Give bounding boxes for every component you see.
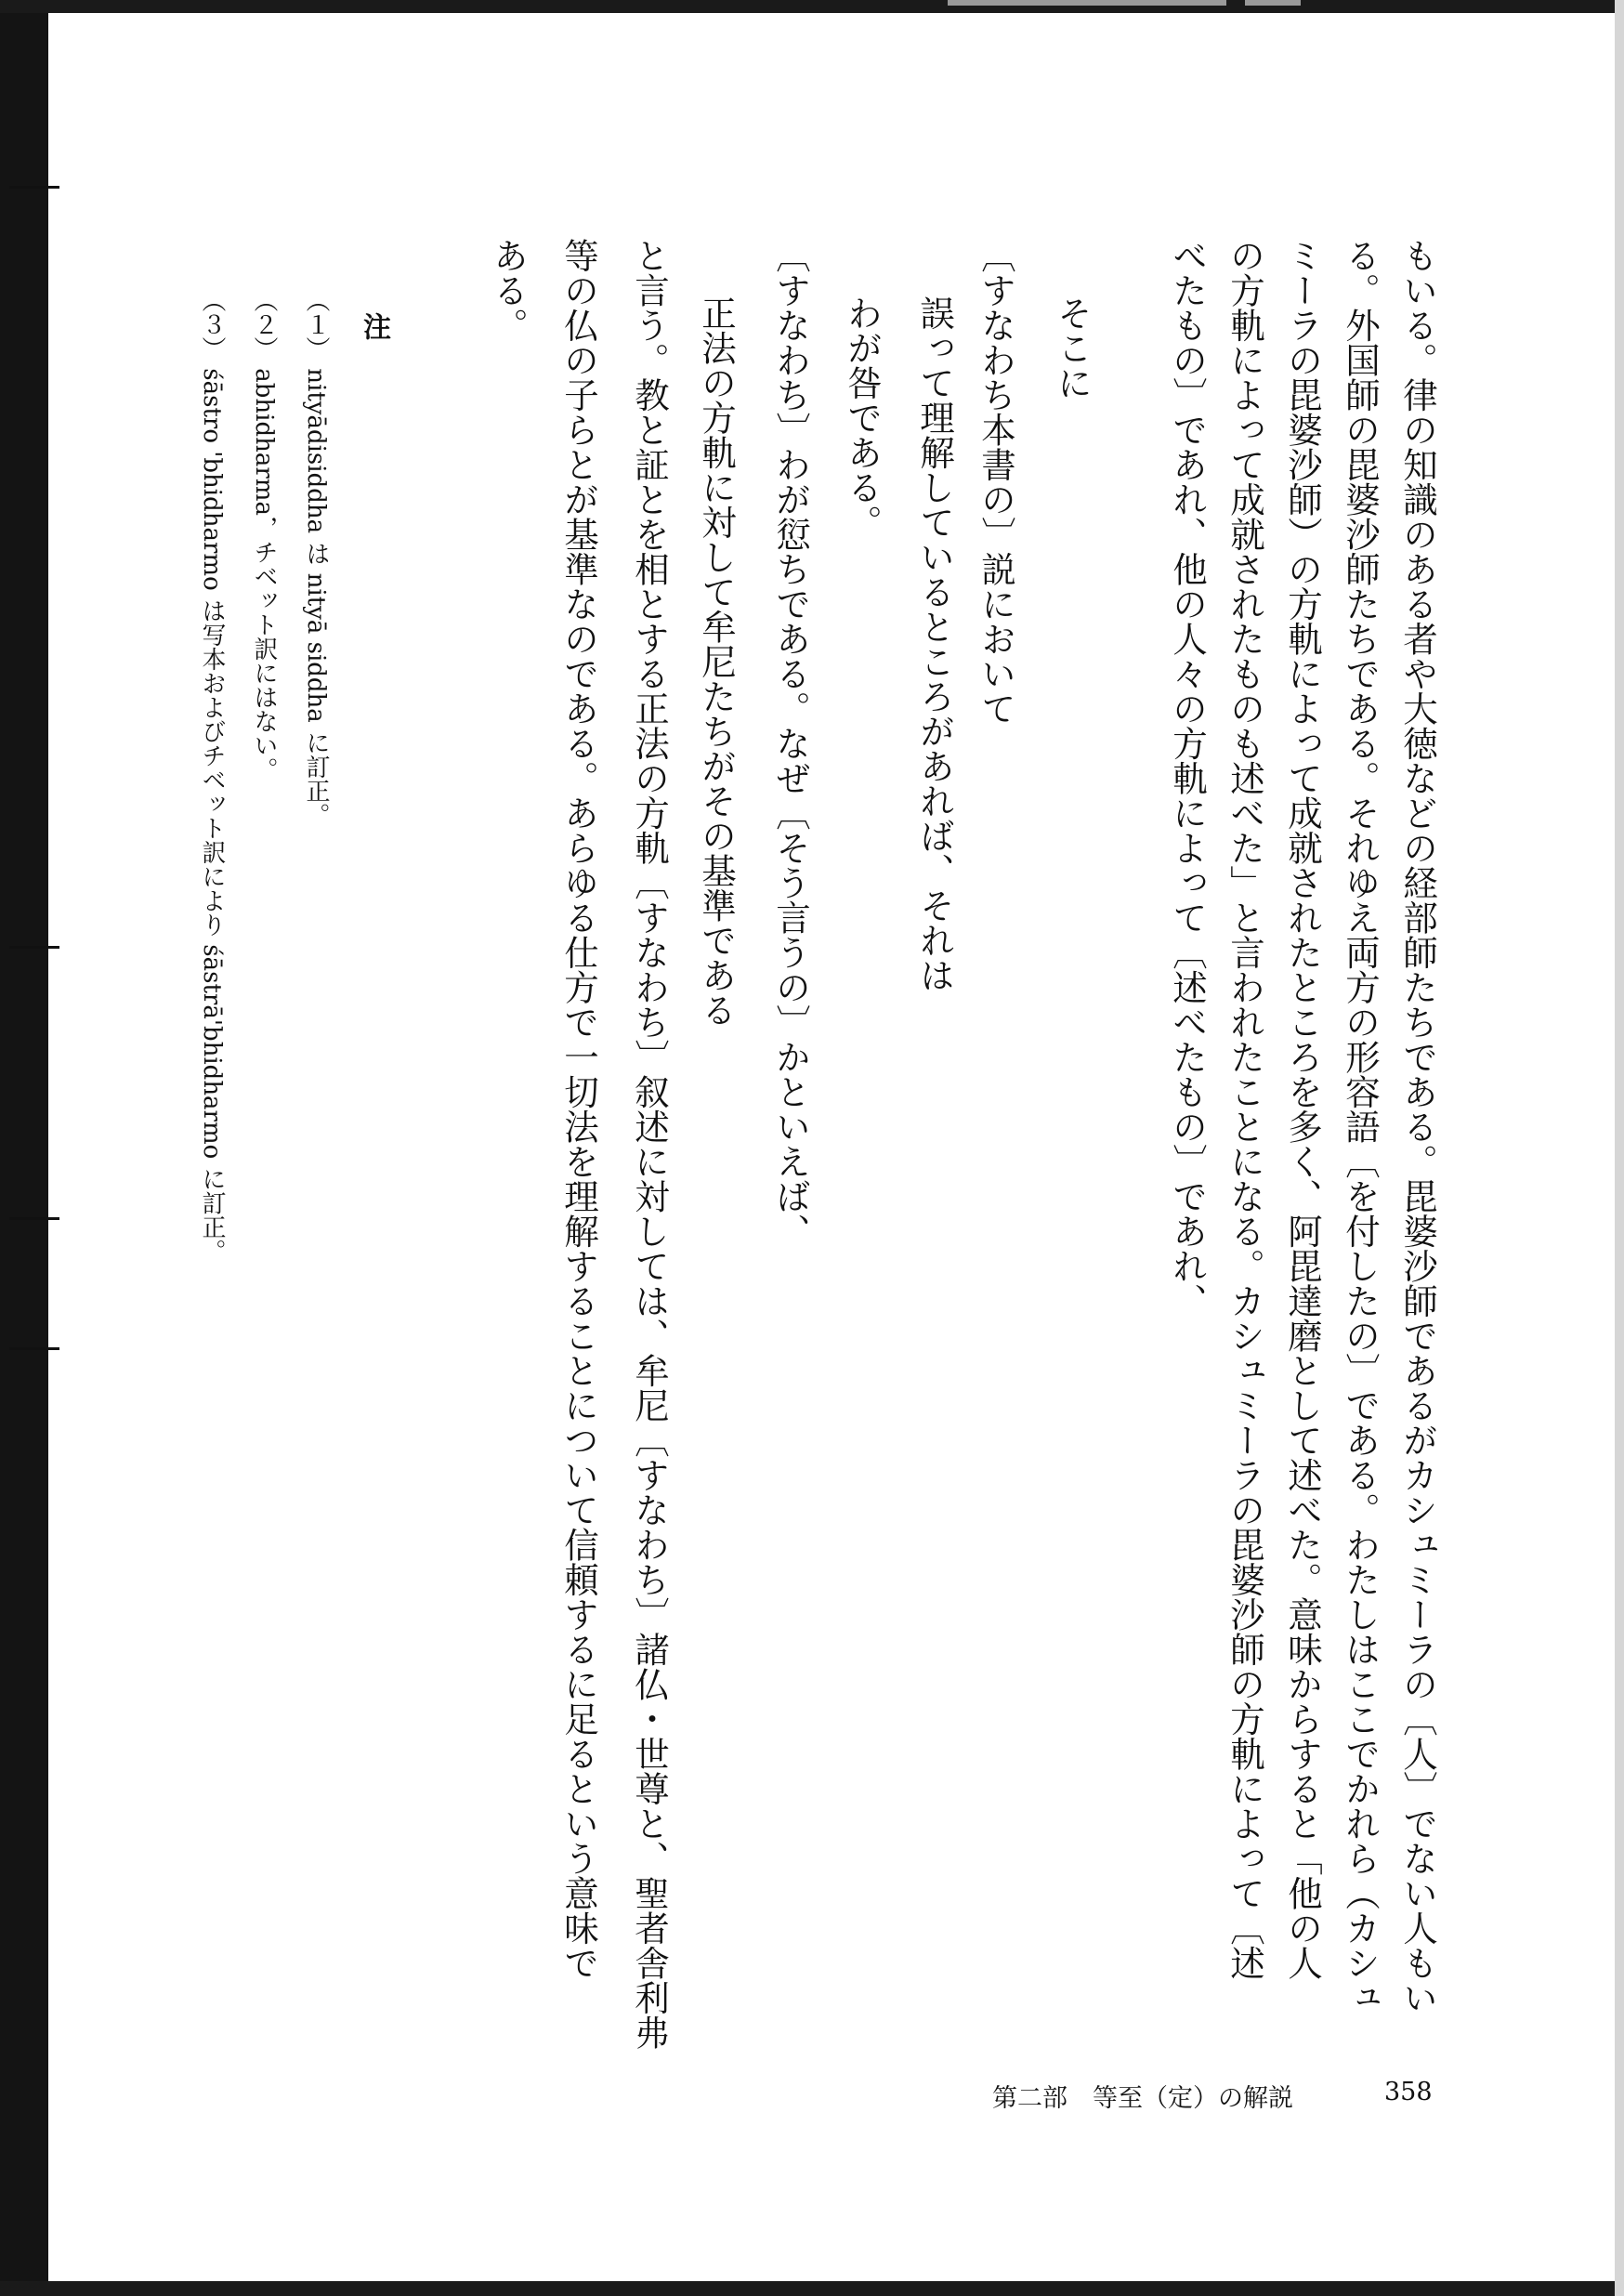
binding-mark [9, 186, 59, 189]
scan-mark [948, 0, 1226, 6]
body-column-1: もいる。律の知識のある者や大徳などの経部師たちである。毘婆沙師であるがカシュミーラの〔人〕でない人もい [1397, 238, 1438, 2015]
commentary-column-3: と言う。教と証とを相とする正法の方軌〔すなわち〕叙述に対しては、牟尼〔すなわち〕諸仏・世尊と、聖者舎利弗 [629, 238, 670, 2050]
body-column-4: の方軌によって成就されたものも述べた」と言われたことになる。カシュミーラの毘婆沙師の方軌によって〔述 [1225, 238, 1265, 1980]
body-column-2: る。外国師の毘婆沙師たちである。それゆえ両方の形容語〔を付したの〕である。わたしはここでかれら（カシュ [1340, 238, 1381, 2015]
scan-border-right [1615, 0, 1624, 2296]
binding-mark [9, 1217, 59, 1220]
note-2: （２） abhidharma，チベット訳にはない。 [250, 288, 278, 781]
note-1: （１） nityādisiddha は nityā siddha に訂正。 [302, 288, 330, 828]
commentary-column-2: 〔すなわち〕わが愆ちである。なぜ〔そう言うの〕かといえば、 [770, 238, 811, 1249]
notes-heading: 注 [358, 312, 390, 340]
binding-mark [9, 1347, 59, 1350]
scan-border-top [0, 0, 1624, 13]
commentary-column-5: ある。 [488, 238, 529, 343]
scan-border-bottom [0, 2281, 1624, 2296]
note-3: （３） śāstro 'bhidharmo は写本およびチベット訳により śāstrā'bhidharmo に訂正。 [198, 288, 226, 1264]
verse-line-1: そこに [1052, 295, 1093, 400]
scan-mark [1245, 0, 1301, 6]
body-column-3: ミーラの毘婆沙師）の方軌によって成就されたところを多く、阿毘達磨として述べた。意味からすると「他の人 [1282, 238, 1323, 1980]
commentary-column-1: 〔すなわち本書の〕説において [976, 238, 1016, 726]
verse-line-2: 誤って理解しているところがあれば、それは [914, 295, 955, 992]
scan-border-left [0, 0, 48, 2296]
running-footer-section: 第二部 等至（定）の解説 [992, 2084, 1293, 2113]
verse-line-4: 正法の方軌に対して牟尼たちがその基準である [696, 295, 737, 1028]
commentary-column-4: 等の仏の子らとが基準なのである。あらゆる仕方で一切法を理解することについて信頼するに足るという意味で [558, 238, 599, 1980]
binding-mark [9, 946, 59, 949]
page-number: 358 [1384, 2078, 1433, 2106]
verse-line-3: わが咎である。 [842, 295, 883, 540]
body-column-5: べたもの〕であれ、他の人々の方軌によって〔述べたもの〕であれ、 [1167, 238, 1208, 1319]
